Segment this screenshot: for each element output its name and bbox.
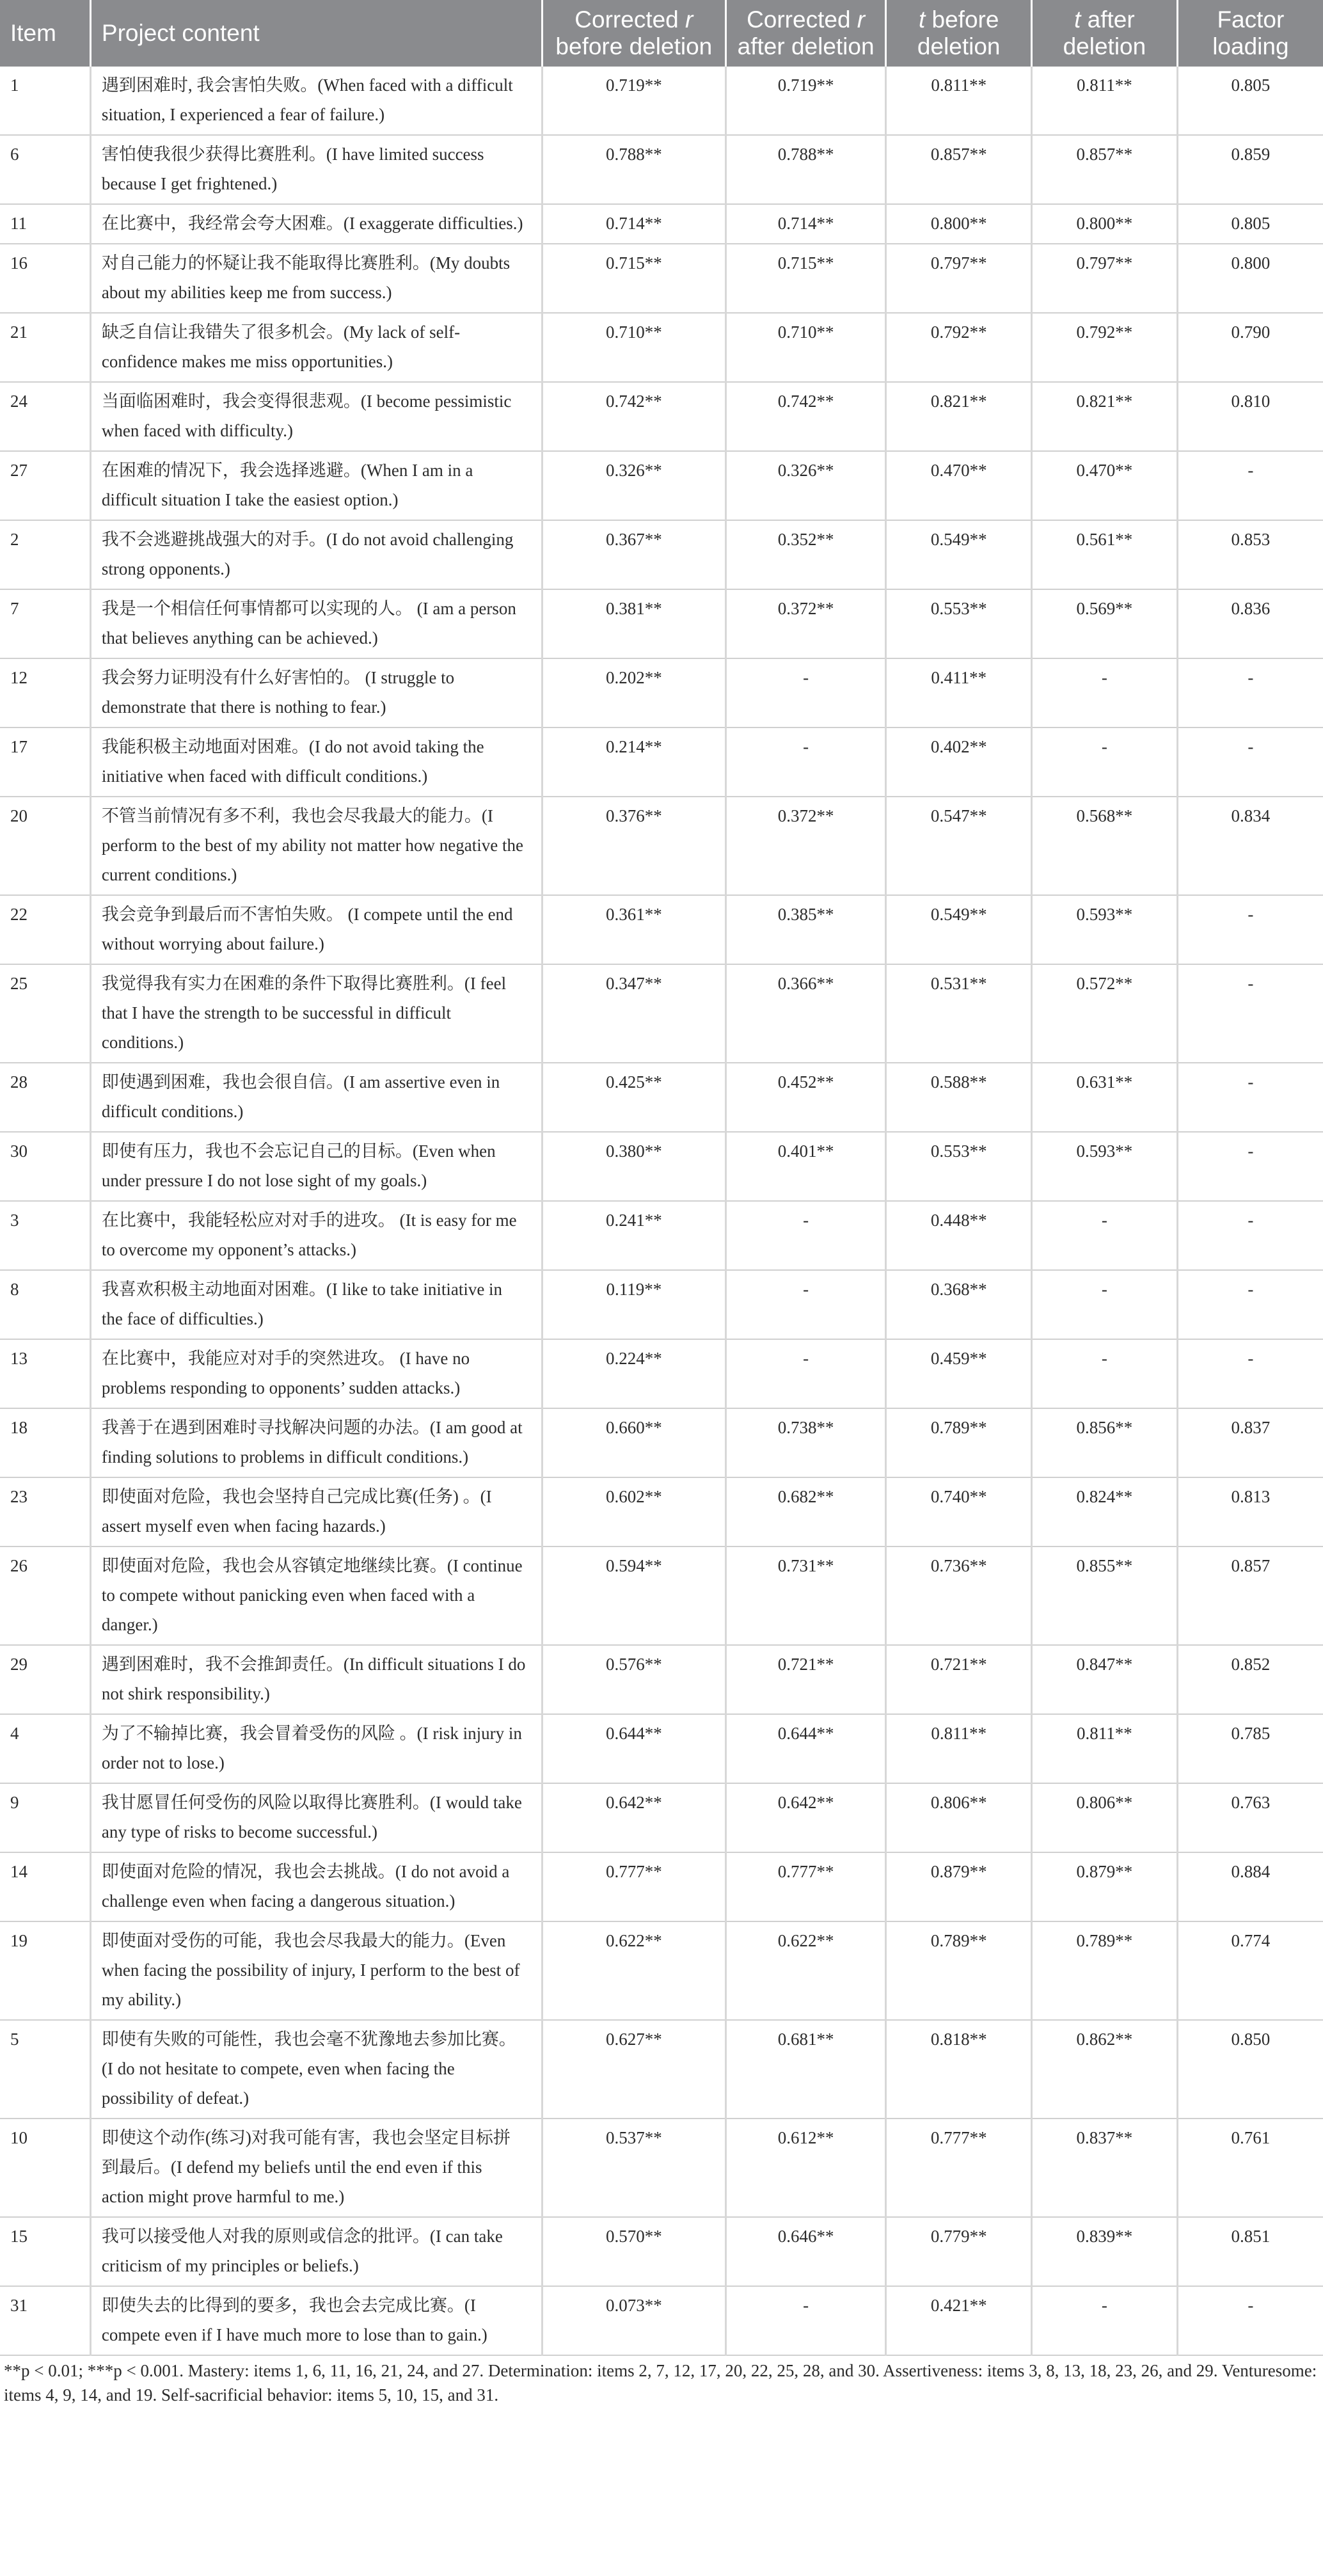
cell-corrected-r-after: -	[725, 1201, 886, 1270]
cell-corrected-r-after: 0.777**	[725, 1852, 886, 1921]
cell-t-after: -	[1032, 1339, 1178, 1408]
cell-corrected-r-after: 0.366**	[725, 964, 886, 1063]
table-footnote: **p < 0.01; ***p < 0.001. Mastery: items 1, 6, 11, 16, 21, 24, and 27. Determination: items 2, 7, 12, 17, 20, 22, 25, 28, and 30. Assertiveness: items 3, 8, 13, 18, 23, 26, and 29. Venturesome: items 4, 9, 14, and 19. Self-sacrificial behavior: items 5, 10, 15, and 31.	[4, 2361, 1317, 2405]
cell-item: 5	[0, 2020, 90, 2119]
cell-t-after: 0.862**	[1032, 2020, 1178, 2119]
cell-corrected-r-after: 0.352**	[725, 520, 886, 589]
cell-project-content: 即使失去的比得到的要多，我也会去完成比赛。(I compete even if I have much more to lose than to gain.)	[90, 2286, 542, 2355]
cell-corrected-r-before: 0.381**	[542, 589, 725, 658]
cell-t-after: 0.806**	[1032, 1783, 1178, 1852]
cell-item: 24	[0, 382, 90, 451]
cell-t-after: 0.569**	[1032, 589, 1178, 658]
cell-corrected-r-before: 0.642**	[542, 1783, 725, 1852]
cell-t-after: 0.879**	[1032, 1852, 1178, 1921]
cell-t-after: 0.572**	[1032, 964, 1178, 1063]
cell-item: 20	[0, 797, 90, 895]
cell-item: 29	[0, 1645, 90, 1714]
header-factor-loading: Factor loading	[1212, 6, 1289, 60]
cell-item: 3	[0, 1201, 90, 1270]
cell-corrected-r-after: -	[725, 727, 886, 797]
cell-t-before: 0.549**	[886, 520, 1032, 589]
table-row	[0, 1921, 1323, 2020]
cell-corrected-r-before: 0.710**	[542, 313, 725, 382]
cell-t-before: 0.792**	[886, 313, 1032, 382]
cell-factor-loading: 0.790	[1177, 313, 1323, 382]
table-row	[0, 313, 1323, 382]
cell-factor-loading: 0.852	[1177, 1645, 1323, 1714]
cell-item: 14	[0, 1852, 90, 1921]
cell-corrected-r-after: 0.646**	[725, 2217, 886, 2286]
cell-t-after: 0.857**	[1032, 135, 1178, 204]
cell-t-before: 0.421**	[886, 2286, 1032, 2355]
table-row	[0, 1645, 1323, 1714]
cell-corrected-r-after: 0.401**	[725, 1132, 886, 1201]
cell-project-content: 即使有失败的可能性，我也会毫不犹豫地去参加比赛。(I do not hesitate to compete, even when facing the possibility of defeat.)	[90, 2020, 542, 2119]
table-row	[0, 895, 1323, 964]
table-row	[0, 1132, 1323, 1201]
cell-factor-loading: -	[1177, 727, 1323, 797]
cell-item: 12	[0, 658, 90, 727]
cell-corrected-r-after: -	[725, 658, 886, 727]
cell-corrected-r-before: 0.742**	[542, 382, 725, 451]
cell-t-before: 0.553**	[886, 589, 1032, 658]
cell-corrected-r-after: -	[725, 1339, 886, 1408]
cell-project-content: 害怕使我很少获得比赛胜利。(I have limited success because I get frightened.)	[90, 135, 542, 204]
cell-corrected-r-before: 0.644**	[542, 1714, 725, 1783]
cell-t-before: 0.547**	[886, 797, 1032, 895]
cell-corrected-r-after: 0.731**	[725, 1546, 886, 1645]
table-row	[0, 589, 1323, 658]
cell-corrected-r-before: 0.361**	[542, 895, 725, 964]
header-t-before: t before deletion	[886, 0, 1032, 67]
cell-corrected-r-after: 0.681**	[725, 2020, 886, 2119]
cell-factor-loading: 0.810	[1177, 382, 1323, 451]
cell-item: 11	[0, 204, 90, 244]
cell-t-after: -	[1032, 1270, 1178, 1339]
cell-corrected-r-before: 0.537**	[542, 2119, 725, 2217]
cell-item: 30	[0, 1132, 90, 1201]
cell-corrected-r-before: 0.788**	[542, 135, 725, 204]
cell-t-before: 0.736**	[886, 1546, 1032, 1645]
cell-t-after: 0.811**	[1032, 67, 1178, 135]
table-row	[0, 67, 1323, 135]
table-row	[0, 964, 1323, 1063]
table-row	[0, 2217, 1323, 2286]
cell-corrected-r-before: 0.576**	[542, 1645, 725, 1714]
cell-corrected-r-before: 0.224**	[542, 1339, 725, 1408]
cell-item: 23	[0, 1477, 90, 1546]
cell-project-content: 即使面对危险，我也会坚持自己完成比赛(任务) 。(I assert myself even when facing hazards.)	[90, 1477, 542, 1546]
cell-project-content: 当面临困难时，我会变得很悲观。(I become pessimistic when faced with difficulty.)	[90, 382, 542, 451]
header-t-after: t after deletion	[1032, 0, 1178, 67]
cell-t-after: -	[1032, 727, 1178, 797]
cell-corrected-r-before: 0.425**	[542, 1063, 725, 1132]
cell-item: 27	[0, 451, 90, 520]
cell-corrected-r-after: 0.742**	[725, 382, 886, 451]
cell-factor-loading: 0.761	[1177, 2119, 1323, 2217]
cell-project-content: 我觉得我有实力在困难的条件下取得比赛胜利。(I feel that I have the strength to be successful in difficult conditions.)	[90, 964, 542, 1063]
cell-factor-loading: 0.785	[1177, 1714, 1323, 1783]
cell-project-content: 遇到困难时，我不会推卸责任。(In difficult situations I do not shirk responsibility.)	[90, 1645, 542, 1714]
cell-t-before: 0.818**	[886, 2020, 1032, 2119]
cell-t-after: 0.837**	[1032, 2119, 1178, 2217]
cell-project-content: 对自己能力的怀疑让我不能取得比赛胜利。(My doubts about my abilities keep me from success.)	[90, 244, 542, 313]
cell-project-content: 即使有压力，我也不会忘记自己的目标。(Even when under pressure I do not lose sight of my goals.)	[90, 1132, 542, 1201]
cell-item: 19	[0, 1921, 90, 2020]
cell-project-content: 我喜欢积极主动地面对困难。(I like to take initiative in the face of difficulties.)	[90, 1270, 542, 1339]
cell-project-content: 遇到困难时, 我会害怕失败。(When faced with a difficult situation, I experienced a fear of failure.)	[90, 67, 542, 135]
cell-corrected-r-before: 0.380**	[542, 1132, 725, 1201]
cell-t-before: 0.588**	[886, 1063, 1032, 1132]
cell-factor-loading: -	[1177, 1339, 1323, 1408]
cell-corrected-r-before: 0.241**	[542, 1201, 725, 1270]
cell-factor-loading: 0.851	[1177, 2217, 1323, 2286]
table-row	[0, 1714, 1323, 1783]
cell-project-content: 我甘愿冒任何受伤的风险以取得比赛胜利。(I would take any type of risks to become successful.)	[90, 1783, 542, 1852]
cell-t-after: 0.797**	[1032, 244, 1178, 313]
cell-factor-loading: 0.857	[1177, 1546, 1323, 1645]
cell-corrected-r-after: 0.788**	[725, 135, 886, 204]
table-header-row	[0, 0, 1323, 67]
cell-t-before: 0.789**	[886, 1408, 1032, 1477]
cell-factor-loading: 0.813	[1177, 1477, 1323, 1546]
cell-project-content: 我善于在遇到困难时寻找解决问题的办法。(I am good at finding solutions to problems in difficult conditions.)	[90, 1408, 542, 1477]
cell-item: 2	[0, 520, 90, 589]
cell-t-after: 0.792**	[1032, 313, 1178, 382]
cell-t-before: 0.777**	[886, 2119, 1032, 2217]
cell-t-after: -	[1032, 2286, 1178, 2355]
table-row	[0, 1408, 1323, 1477]
cell-t-after: -	[1032, 658, 1178, 727]
cell-t-before: 0.779**	[886, 2217, 1032, 2286]
cell-t-before: 0.821**	[886, 382, 1032, 451]
cell-corrected-r-before: 0.627**	[542, 2020, 725, 2119]
cell-factor-loading: 0.837	[1177, 1408, 1323, 1477]
table-row	[0, 727, 1323, 797]
cell-corrected-r-after: 0.372**	[725, 797, 886, 895]
table-row	[0, 382, 1323, 451]
cell-project-content: 即使这个动作(练习)对我可能有害，我也会坚定目标拼到最后。(I defend my beliefs until the end even if this action might prove harmful to me.)	[90, 2119, 542, 2217]
cell-item: 18	[0, 1408, 90, 1477]
cell-corrected-r-before: 0.777**	[542, 1852, 725, 1921]
table-row	[0, 451, 1323, 520]
header-item: Item	[0, 0, 90, 67]
cell-t-after: 0.824**	[1032, 1477, 1178, 1546]
cell-factor-loading: 0.800	[1177, 244, 1323, 313]
cell-factor-loading: 0.774	[1177, 1921, 1323, 2020]
header-project-content: Project content	[90, 0, 542, 67]
cell-corrected-r-before: 0.326**	[542, 451, 725, 520]
cell-project-content: 在困难的情况下，我会选择逃避。(When I am in a difficult situation I take the easiest option.)	[90, 451, 542, 520]
cell-corrected-r-before: 0.622**	[542, 1921, 725, 2020]
cell-factor-loading: 0.853	[1177, 520, 1323, 589]
cell-item: 26	[0, 1546, 90, 1645]
cell-item: 9	[0, 1783, 90, 1852]
cell-t-after: 0.470**	[1032, 451, 1178, 520]
cell-project-content: 我是一个相信任何事情都可以实现的人。 (I am a person that believes anything can be achieved.)	[90, 589, 542, 658]
cell-item: 13	[0, 1339, 90, 1408]
cell-t-after: 0.561**	[1032, 520, 1178, 589]
cell-corrected-r-after: 0.385**	[725, 895, 886, 964]
cell-corrected-r-after: 0.326**	[725, 451, 886, 520]
cell-corrected-r-before: 0.347**	[542, 964, 725, 1063]
cell-item: 8	[0, 1270, 90, 1339]
cell-corrected-r-before: 0.570**	[542, 2217, 725, 2286]
cell-t-before: 0.879**	[886, 1852, 1032, 1921]
cell-corrected-r-before: 0.715**	[542, 244, 725, 313]
cell-project-content: 在比赛中，我经常会夸大困难。(I exaggerate difficulties.)	[90, 204, 542, 244]
cell-t-before: 0.740**	[886, 1477, 1032, 1546]
cell-project-content: 我可以接受他人对我的原则或信念的批评。(I can take criticism of my principles or beliefs.)	[90, 2217, 542, 2286]
table-row	[0, 2119, 1323, 2217]
cell-factor-loading: 0.834	[1177, 797, 1323, 895]
cell-project-content: 即使面对受伤的可能，我也会尽我最大的能力。(Even when facing the possibility of injury, I perform to the best of my ability.)	[90, 1921, 542, 2020]
cell-factor-loading: 0.836	[1177, 589, 1323, 658]
cell-item: 25	[0, 964, 90, 1063]
cell-item: 6	[0, 135, 90, 204]
table-row	[0, 797, 1323, 895]
cell-t-before: 0.800**	[886, 204, 1032, 244]
cell-factor-loading: 0.805	[1177, 204, 1323, 244]
cell-t-after: -	[1032, 1201, 1178, 1270]
cell-corrected-r-before: 0.594**	[542, 1546, 725, 1645]
cell-item: 28	[0, 1063, 90, 1132]
cell-item: 22	[0, 895, 90, 964]
cell-item: 21	[0, 313, 90, 382]
table-row	[0, 1270, 1323, 1339]
cell-factor-loading: -	[1177, 1201, 1323, 1270]
table-row	[0, 1852, 1323, 1921]
cell-factor-loading: -	[1177, 895, 1323, 964]
cell-corrected-r-after: 0.642**	[725, 1783, 886, 1852]
table-row	[0, 1546, 1323, 1645]
cell-corrected-r-after: 0.715**	[725, 244, 886, 313]
cell-t-before: 0.806**	[886, 1783, 1032, 1852]
cell-item: 17	[0, 727, 90, 797]
cell-corrected-r-before: 0.376**	[542, 797, 725, 895]
cell-factor-loading: -	[1177, 964, 1323, 1063]
cell-corrected-r-after: 0.714**	[725, 204, 886, 244]
table-row	[0, 1783, 1323, 1852]
cell-corrected-r-after: 0.710**	[725, 313, 886, 382]
cell-t-before: 0.402**	[886, 727, 1032, 797]
cell-project-content: 即使遇到困难，我也会很自信。(I am assertive even in difficult conditions.)	[90, 1063, 542, 1132]
cell-factor-loading: -	[1177, 2286, 1323, 2355]
cell-project-content: 我不会逃避挑战强大的对手。(I do not avoid challenging strong opponents.)	[90, 520, 542, 589]
cell-factor-loading: -	[1177, 1132, 1323, 1201]
cell-factor-loading: 0.763	[1177, 1783, 1323, 1852]
cell-corrected-r-after: 0.644**	[725, 1714, 886, 1783]
cell-t-after: 0.593**	[1032, 895, 1178, 964]
cell-project-content: 我会努力证明没有什么好害怕的。 (I struggle to demonstrate that there is nothing to fear.)	[90, 658, 542, 727]
cell-corrected-r-before: 0.119**	[542, 1270, 725, 1339]
table-row	[0, 1201, 1323, 1270]
cell-corrected-r-before: 0.367**	[542, 520, 725, 589]
cell-t-after: 0.593**	[1032, 1132, 1178, 1201]
cell-factor-loading: 0.805	[1177, 67, 1323, 135]
cell-corrected-r-after: 0.719**	[725, 67, 886, 135]
cell-t-after: 0.800**	[1032, 204, 1178, 244]
cell-corrected-r-after: 0.612**	[725, 2119, 886, 2217]
table-body	[0, 67, 1323, 2355]
cell-corrected-r-after: 0.738**	[725, 1408, 886, 1477]
cell-t-before: 0.797**	[886, 244, 1032, 313]
cell-factor-loading: -	[1177, 1063, 1323, 1132]
cell-corrected-r-after: 0.721**	[725, 1645, 886, 1714]
cell-t-before: 0.411**	[886, 658, 1032, 727]
cell-corrected-r-before: 0.714**	[542, 204, 725, 244]
cell-factor-loading: 0.850	[1177, 2020, 1323, 2119]
cell-t-before: 0.721**	[886, 1645, 1032, 1714]
table-row	[0, 2286, 1323, 2355]
cell-factor-loading: -	[1177, 658, 1323, 727]
table-row	[0, 2020, 1323, 2119]
cell-item: 7	[0, 589, 90, 658]
cell-t-after: 0.847**	[1032, 1645, 1178, 1714]
cell-corrected-r-before: 0.202**	[542, 658, 725, 727]
cell-factor-loading: -	[1177, 451, 1323, 520]
cell-corrected-r-before: 0.602**	[542, 1477, 725, 1546]
cell-factor-loading: 0.859	[1177, 135, 1323, 204]
cell-t-before: 0.857**	[886, 135, 1032, 204]
cell-item: 31	[0, 2286, 90, 2355]
cell-t-before: 0.459**	[886, 1339, 1032, 1408]
cell-corrected-r-after: 0.682**	[725, 1477, 886, 1546]
cell-corrected-r-after: -	[725, 1270, 886, 1339]
cell-t-after: 0.568**	[1032, 797, 1178, 895]
header-corrected-r-after: Corrected r after deletion	[725, 0, 886, 67]
cell-item: 4	[0, 1714, 90, 1783]
cell-t-after: 0.856**	[1032, 1408, 1178, 1477]
cell-t-after: 0.821**	[1032, 382, 1178, 451]
cell-t-before: 0.448**	[886, 1201, 1032, 1270]
cell-project-content: 即使面对危险的情况，我也会去挑战。(I do not avoid a challenge even when facing a dangerous situation.)	[90, 1852, 542, 1921]
cell-t-before: 0.549**	[886, 895, 1032, 964]
cell-corrected-r-after: -	[725, 2286, 886, 2355]
cell-corrected-r-before: 0.719**	[542, 67, 725, 135]
cell-project-content: 在比赛中，我能轻松应对对手的进攻。 (It is easy for me to overcome my opponent’s attacks.)	[90, 1201, 542, 1270]
table-row	[0, 204, 1323, 244]
table-row	[0, 658, 1323, 727]
cell-project-content: 不管当前情况有多不利，我也会尽我最大的能力。(I perform to the best of my ability not matter how negative the current conditions.)	[90, 797, 542, 895]
table-row	[0, 1477, 1323, 1546]
cell-project-content: 即使面对危险，我也会从容镇定地继续比赛。(I continue to compete without panicking even when faced with a danger.)	[90, 1546, 542, 1645]
cell-item: 16	[0, 244, 90, 313]
cell-project-content: 为了不输掉比赛，我会冒着受伤的风险 。(I risk injury in order not to lose.)	[90, 1714, 542, 1783]
cell-corrected-r-after: 0.372**	[725, 589, 886, 658]
header-corrected-r-before: Corrected r before deletion	[542, 0, 725, 67]
cell-t-after: 0.811**	[1032, 1714, 1178, 1783]
cell-t-before: 0.368**	[886, 1270, 1032, 1339]
table-row	[0, 1339, 1323, 1408]
table-row	[0, 1063, 1323, 1132]
cell-t-before: 0.811**	[886, 1714, 1032, 1783]
cell-project-content: 我能积极主动地面对困难。(I do not avoid taking the initiative when faced with difficult conditions.)	[90, 727, 542, 797]
cell-project-content: 缺乏自信让我错失了很多机会。(My lack of self-confidence makes me miss opportunities.)	[90, 313, 542, 382]
cell-t-before: 0.789**	[886, 1921, 1032, 2020]
cell-t-after: 0.631**	[1032, 1063, 1178, 1132]
cell-corrected-r-after: 0.452**	[725, 1063, 886, 1132]
cell-item: 1	[0, 67, 90, 135]
cell-corrected-r-before: 0.073**	[542, 2286, 725, 2355]
cell-factor-loading: 0.884	[1177, 1852, 1323, 1921]
table-row	[0, 520, 1323, 589]
cell-item: 15	[0, 2217, 90, 2286]
cell-t-after: 0.839**	[1032, 2217, 1178, 2286]
cell-t-before: 0.811**	[886, 67, 1032, 135]
cell-t-before: 0.553**	[886, 1132, 1032, 1201]
cell-t-before: 0.470**	[886, 451, 1032, 520]
cell-t-after: 0.855**	[1032, 1546, 1178, 1645]
cell-project-content: 在比赛中，我能应对对手的突然进攻。 (I have no problems responding to opponents’ sudden attacks.)	[90, 1339, 542, 1408]
cell-project-content: 我会竞争到最后而不害怕失败。 (I compete until the end without worrying about failure.)	[90, 895, 542, 964]
cell-t-before: 0.531**	[886, 964, 1032, 1063]
cell-t-after: 0.789**	[1032, 1921, 1178, 2020]
table-row	[0, 244, 1323, 313]
cell-factor-loading: -	[1177, 1270, 1323, 1339]
cell-corrected-r-before: 0.660**	[542, 1408, 725, 1477]
cell-item: 10	[0, 2119, 90, 2217]
cell-corrected-r-after: 0.622**	[725, 1921, 886, 2020]
cell-corrected-r-before: 0.214**	[542, 727, 725, 797]
table-row	[0, 135, 1323, 204]
